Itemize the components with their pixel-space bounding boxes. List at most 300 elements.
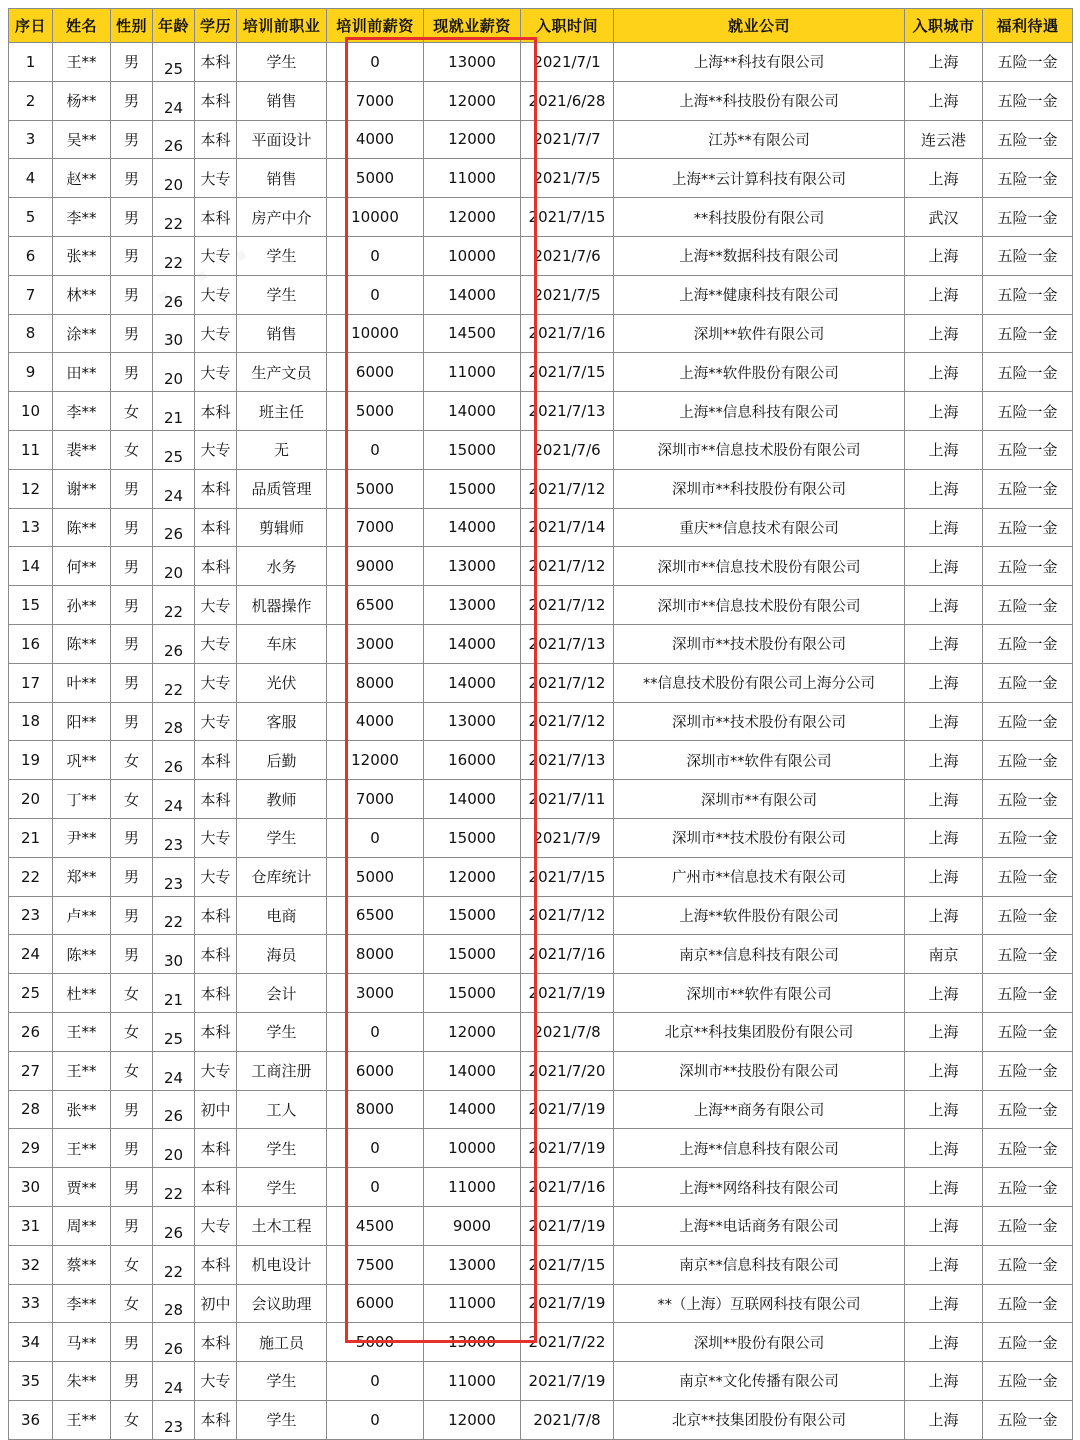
cell-benefits: 五险一金 xyxy=(983,780,1073,819)
cell-prior-salary: 5000 xyxy=(327,857,424,896)
cell-hire-date: 2021/7/20 xyxy=(521,1051,614,1090)
cell-benefits: 五险一金 xyxy=(983,314,1073,353)
cell-city: 上海 xyxy=(905,1051,983,1090)
cell-company: 深圳市**有限公司 xyxy=(614,780,905,819)
cell-prior-salary: 0 xyxy=(327,430,424,469)
table-row xyxy=(9,430,1073,469)
cell-name: 尹** xyxy=(53,818,111,857)
cell-city: 上海 xyxy=(905,663,983,702)
cell-name: 马** xyxy=(53,1323,111,1362)
cell-prior-job: 生产文员 xyxy=(237,353,327,392)
cell-hire-date: 2021/7/12 xyxy=(521,663,614,702)
cell-current-salary: 12000 xyxy=(424,857,521,896)
cell-index: 29 xyxy=(9,1129,53,1168)
cell-age: 24 xyxy=(153,81,195,120)
cell-name: 张** xyxy=(53,236,111,275)
cell-hire-date: 2021/7/1 xyxy=(521,43,614,82)
cell-benefits: 五险一金 xyxy=(983,1129,1073,1168)
cell-name: 王** xyxy=(53,1012,111,1051)
cell-education: 本科 xyxy=(195,81,237,120)
cell-current-salary: 15000 xyxy=(424,469,521,508)
cell-education: 大专 xyxy=(195,857,237,896)
cell-index: 24 xyxy=(9,935,53,974)
cell-education: 本科 xyxy=(195,1400,237,1439)
cell-hire-date: 2021/7/12 xyxy=(521,702,614,741)
cell-city: 上海 xyxy=(905,857,983,896)
cell-hire-date: 2021/7/5 xyxy=(521,159,614,198)
cell-index: 16 xyxy=(9,624,53,663)
cell-index: 12 xyxy=(9,469,53,508)
cell-current-salary: 15000 xyxy=(424,974,521,1013)
cell-age: 21 xyxy=(153,974,195,1013)
cell-age: 20 xyxy=(153,1129,195,1168)
cell-name: 赵** xyxy=(53,159,111,198)
column-header-company: 就业公司 xyxy=(614,9,905,43)
cell-gender: 女 xyxy=(111,1051,153,1090)
cell-education: 大专 xyxy=(195,353,237,392)
cell-hire-date: 2021/7/12 xyxy=(521,469,614,508)
cell-index: 4 xyxy=(9,159,53,198)
cell-current-salary: 13000 xyxy=(424,547,521,586)
cell-city: 上海 xyxy=(905,1012,983,1051)
cell-gender: 男 xyxy=(111,702,153,741)
cell-benefits: 五险一金 xyxy=(983,741,1073,780)
cell-gender: 男 xyxy=(111,1168,153,1207)
cell-education: 本科 xyxy=(195,935,237,974)
table-row xyxy=(9,1362,1073,1401)
cell-current-salary: 13000 xyxy=(424,1323,521,1362)
cell-age: 25 xyxy=(153,43,195,82)
cell-benefits: 五险一金 xyxy=(983,818,1073,857)
cell-prior-salary: 8000 xyxy=(327,663,424,702)
cell-index: 7 xyxy=(9,275,53,314)
table-row xyxy=(9,275,1073,314)
cell-name: 贾** xyxy=(53,1168,111,1207)
cell-current-salary: 12000 xyxy=(424,81,521,120)
cell-gender: 男 xyxy=(111,1090,153,1129)
cell-prior-salary: 5000 xyxy=(327,1323,424,1362)
cell-education: 大专 xyxy=(195,702,237,741)
cell-benefits: 五险一金 xyxy=(983,857,1073,896)
table-row xyxy=(9,663,1073,702)
cell-education: 本科 xyxy=(195,547,237,586)
table-row xyxy=(9,741,1073,780)
cell-name: 田** xyxy=(53,353,111,392)
cell-current-salary: 12000 xyxy=(424,1400,521,1439)
cell-name: 周** xyxy=(53,1206,111,1245)
cell-index: 3 xyxy=(9,120,53,159)
cell-current-salary: 13000 xyxy=(424,586,521,625)
table-row xyxy=(9,702,1073,741)
cell-gender: 男 xyxy=(111,935,153,974)
cell-name: 何** xyxy=(53,547,111,586)
cell-education: 大专 xyxy=(195,1051,237,1090)
cell-city: 上海 xyxy=(905,159,983,198)
table-row xyxy=(9,198,1073,237)
cell-education: 本科 xyxy=(195,1323,237,1362)
table-header-row xyxy=(9,9,1073,43)
cell-benefits: 五险一金 xyxy=(983,1012,1073,1051)
cell-benefits: 五险一金 xyxy=(983,1323,1073,1362)
column-header-gender: 性别 xyxy=(111,9,153,43)
cell-education: 大专 xyxy=(195,314,237,353)
cell-education: 大专 xyxy=(195,663,237,702)
cell-age: 26 xyxy=(153,1323,195,1362)
cell-gender: 男 xyxy=(111,353,153,392)
cell-gender: 男 xyxy=(111,43,153,82)
cell-age: 28 xyxy=(153,702,195,741)
cell-city: 上海 xyxy=(905,1245,983,1284)
cell-gender: 男 xyxy=(111,159,153,198)
cell-index: 15 xyxy=(9,586,53,625)
cell-prior-salary: 5000 xyxy=(327,159,424,198)
cell-education: 本科 xyxy=(195,469,237,508)
cell-prior-job: 会议助理 xyxy=(237,1284,327,1323)
cell-age: 30 xyxy=(153,935,195,974)
cell-name: 王** xyxy=(53,1400,111,1439)
cell-gender: 男 xyxy=(111,469,153,508)
cell-education: 本科 xyxy=(195,1129,237,1168)
table-row xyxy=(9,159,1073,198)
table-row xyxy=(9,236,1073,275)
table-row xyxy=(9,935,1073,974)
cell-index: 19 xyxy=(9,741,53,780)
cell-current-salary: 14000 xyxy=(424,624,521,663)
cell-hire-date: 2021/7/8 xyxy=(521,1012,614,1051)
cell-age: 26 xyxy=(153,624,195,663)
cell-name: 林** xyxy=(53,275,111,314)
cell-current-salary: 12000 xyxy=(424,120,521,159)
cell-benefits: 五险一金 xyxy=(983,508,1073,547)
cell-age: 20 xyxy=(153,353,195,392)
cell-age: 24 xyxy=(153,1051,195,1090)
cell-city: 上海 xyxy=(905,392,983,431)
cell-prior-salary: 4000 xyxy=(327,120,424,159)
cell-age: 26 xyxy=(153,120,195,159)
cell-city: 上海 xyxy=(905,780,983,819)
cell-name: 吴** xyxy=(53,120,111,159)
cell-index: 20 xyxy=(9,780,53,819)
cell-city: 上海 xyxy=(905,236,983,275)
cell-company: 深圳市**科技股份有限公司 xyxy=(614,469,905,508)
cell-name: 王** xyxy=(53,1129,111,1168)
cell-prior-job: 后勤 xyxy=(237,741,327,780)
cell-prior-salary: 3000 xyxy=(327,624,424,663)
cell-prior-salary: 0 xyxy=(327,1362,424,1401)
cell-company: 上海**健康科技有限公司 xyxy=(614,275,905,314)
cell-city: 上海 xyxy=(905,896,983,935)
cell-company: **信息技术股份有限公司上海分公司 xyxy=(614,663,905,702)
cell-name: 阳** xyxy=(53,702,111,741)
cell-gender: 男 xyxy=(111,586,153,625)
cell-education: 本科 xyxy=(195,120,237,159)
cell-company: 上海**网络科技有限公司 xyxy=(614,1168,905,1207)
cell-benefits: 五险一金 xyxy=(983,1090,1073,1129)
cell-current-salary: 13000 xyxy=(424,702,521,741)
cell-hire-date: 2021/7/12 xyxy=(521,547,614,586)
cell-prior-salary: 10000 xyxy=(327,314,424,353)
cell-prior-job: 施工员 xyxy=(237,1323,327,1362)
cell-hire-date: 2021/7/9 xyxy=(521,818,614,857)
cell-age: 22 xyxy=(153,1245,195,1284)
cell-index: 26 xyxy=(9,1012,53,1051)
table-row xyxy=(9,1323,1073,1362)
cell-prior-salary: 7500 xyxy=(327,1245,424,1284)
cell-name: 陈** xyxy=(53,624,111,663)
cell-current-salary: 9000 xyxy=(424,1206,521,1245)
cell-name: 郑** xyxy=(53,857,111,896)
cell-company: **科技股份有限公司 xyxy=(614,198,905,237)
table-row xyxy=(9,1284,1073,1323)
cell-benefits: 五险一金 xyxy=(983,1245,1073,1284)
cell-company: 南京**信息科技有限公司 xyxy=(614,935,905,974)
cell-prior-salary: 6000 xyxy=(327,1284,424,1323)
cell-education: 本科 xyxy=(195,198,237,237)
cell-hire-date: 2021/6/28 xyxy=(521,81,614,120)
table-row xyxy=(9,1129,1073,1168)
cell-prior-job: 车床 xyxy=(237,624,327,663)
cell-city: 南京 xyxy=(905,935,983,974)
cell-company: 江苏**有限公司 xyxy=(614,120,905,159)
cell-prior-salary: 9000 xyxy=(327,547,424,586)
cell-current-salary: 10000 xyxy=(424,1129,521,1168)
cell-index: 36 xyxy=(9,1400,53,1439)
cell-prior-job: 水务 xyxy=(237,547,327,586)
cell-benefits: 五险一金 xyxy=(983,935,1073,974)
cell-city: 上海 xyxy=(905,702,983,741)
cell-city: 上海 xyxy=(905,1323,983,1362)
cell-city: 上海 xyxy=(905,1362,983,1401)
column-header-city: 入职城市 xyxy=(905,9,983,43)
cell-age: 28 xyxy=(153,1284,195,1323)
column-header-hire-date: 入职时间 xyxy=(521,9,614,43)
cell-prior-job: 机器操作 xyxy=(237,586,327,625)
cell-benefits: 五险一金 xyxy=(983,275,1073,314)
column-header-prior-job: 培训前职业 xyxy=(237,9,327,43)
cell-company: 上海**科技股份有限公司 xyxy=(614,81,905,120)
cell-company: 重庆**信息技术有限公司 xyxy=(614,508,905,547)
cell-index: 9 xyxy=(9,353,53,392)
cell-prior-job: 品质管理 xyxy=(237,469,327,508)
cell-age: 30 xyxy=(153,314,195,353)
cell-prior-salary: 8000 xyxy=(327,1090,424,1129)
cell-prior-job: 学生 xyxy=(237,1129,327,1168)
cell-age: 23 xyxy=(153,818,195,857)
column-header-name: 姓名 xyxy=(53,9,111,43)
table-row xyxy=(9,120,1073,159)
cell-index: 25 xyxy=(9,974,53,1013)
cell-prior-job: 无 xyxy=(237,430,327,469)
cell-company: 上海**信息科技有限公司 xyxy=(614,1129,905,1168)
cell-index: 32 xyxy=(9,1245,53,1284)
cell-prior-job: 学生 xyxy=(237,236,327,275)
cell-education: 大专 xyxy=(195,159,237,198)
cell-city: 上海 xyxy=(905,1206,983,1245)
cell-index: 13 xyxy=(9,508,53,547)
cell-city: 上海 xyxy=(905,469,983,508)
cell-hire-date: 2021/7/15 xyxy=(521,1245,614,1284)
cell-name: 孙** xyxy=(53,586,111,625)
employment-table xyxy=(8,8,1073,1440)
cell-city: 武汉 xyxy=(905,198,983,237)
cell-index: 31 xyxy=(9,1206,53,1245)
cell-index: 17 xyxy=(9,663,53,702)
cell-company: 北京**科技集团股份有限公司 xyxy=(614,1012,905,1051)
cell-name: 杨** xyxy=(53,81,111,120)
cell-prior-salary: 12000 xyxy=(327,741,424,780)
cell-gender: 男 xyxy=(111,508,153,547)
cell-education: 本科 xyxy=(195,1168,237,1207)
cell-education: 初中 xyxy=(195,1284,237,1323)
cell-benefits: 五险一金 xyxy=(983,198,1073,237)
cell-name: 谢** xyxy=(53,469,111,508)
cell-company: 南京**信息科技有限公司 xyxy=(614,1245,905,1284)
table-row xyxy=(9,508,1073,547)
cell-gender: 男 xyxy=(111,1362,153,1401)
cell-prior-job: 教师 xyxy=(237,780,327,819)
cell-current-salary: 16000 xyxy=(424,741,521,780)
cell-city: 上海 xyxy=(905,43,983,82)
table-row xyxy=(9,81,1073,120)
cell-benefits: 五险一金 xyxy=(983,353,1073,392)
cell-name: 李** xyxy=(53,198,111,237)
cell-benefits: 五险一金 xyxy=(983,392,1073,431)
cell-index: 23 xyxy=(9,896,53,935)
cell-index: 35 xyxy=(9,1362,53,1401)
cell-education: 本科 xyxy=(195,43,237,82)
cell-current-salary: 14000 xyxy=(424,1051,521,1090)
cell-prior-salary: 7000 xyxy=(327,81,424,120)
cell-prior-job: 销售 xyxy=(237,81,327,120)
cell-benefits: 五险一金 xyxy=(983,1206,1073,1245)
cell-current-salary: 10000 xyxy=(424,236,521,275)
cell-age: 24 xyxy=(153,780,195,819)
cell-company: 深圳市**信息技术股份有限公司 xyxy=(614,547,905,586)
cell-current-salary: 11000 xyxy=(424,159,521,198)
employment-table-sheet xyxy=(8,8,1072,1440)
cell-gender: 女 xyxy=(111,1284,153,1323)
cell-gender: 男 xyxy=(111,1323,153,1362)
cell-current-salary: 13000 xyxy=(424,1245,521,1284)
cell-prior-job: 客服 xyxy=(237,702,327,741)
cell-index: 22 xyxy=(9,857,53,896)
table-row xyxy=(9,780,1073,819)
cell-gender: 男 xyxy=(111,236,153,275)
cell-company: 深圳市**软件有限公司 xyxy=(614,974,905,1013)
column-header-current-salary: 现就业薪资 xyxy=(424,9,521,43)
column-header-index: 序日 xyxy=(9,9,53,43)
cell-city: 上海 xyxy=(905,1168,983,1207)
cell-company: 上海**科技有限公司 xyxy=(614,43,905,82)
cell-prior-salary: 0 xyxy=(327,1400,424,1439)
table-row xyxy=(9,392,1073,431)
cell-benefits: 五险一金 xyxy=(983,974,1073,1013)
cell-benefits: 五险一金 xyxy=(983,586,1073,625)
cell-hire-date: 2021/7/7 xyxy=(521,120,614,159)
cell-city: 上海 xyxy=(905,818,983,857)
table-row xyxy=(9,43,1073,82)
cell-hire-date: 2021/7/11 xyxy=(521,780,614,819)
cell-index: 18 xyxy=(9,702,53,741)
cell-hire-date: 2021/7/22 xyxy=(521,1323,614,1362)
cell-hire-date: 2021/7/12 xyxy=(521,586,614,625)
cell-current-salary: 11000 xyxy=(424,1362,521,1401)
cell-hire-date: 2021/7/16 xyxy=(521,1168,614,1207)
cell-name: 王** xyxy=(53,43,111,82)
cell-name: 丁** xyxy=(53,780,111,819)
cell-age: 20 xyxy=(153,159,195,198)
table-row xyxy=(9,896,1073,935)
cell-gender: 男 xyxy=(111,81,153,120)
cell-prior-job: 平面设计 xyxy=(237,120,327,159)
cell-prior-job: 房产中介 xyxy=(237,198,327,237)
cell-hire-date: 2021/7/19 xyxy=(521,1090,614,1129)
cell-prior-job: 电商 xyxy=(237,896,327,935)
cell-prior-salary: 6000 xyxy=(327,1051,424,1090)
cell-gender: 男 xyxy=(111,1129,153,1168)
cell-city: 上海 xyxy=(905,1284,983,1323)
cell-company: 深圳市**软件有限公司 xyxy=(614,741,905,780)
cell-company: 上海**软件股份有限公司 xyxy=(614,896,905,935)
cell-age: 26 xyxy=(153,508,195,547)
cell-benefits: 五险一金 xyxy=(983,896,1073,935)
cell-prior-salary: 4000 xyxy=(327,702,424,741)
cell-company: 南京**文化传播有限公司 xyxy=(614,1362,905,1401)
cell-index: 6 xyxy=(9,236,53,275)
cell-gender: 女 xyxy=(111,741,153,780)
cell-age: 25 xyxy=(153,430,195,469)
cell-education: 大专 xyxy=(195,1206,237,1245)
cell-education: 本科 xyxy=(195,1245,237,1284)
table-row xyxy=(9,353,1073,392)
cell-benefits: 五险一金 xyxy=(983,624,1073,663)
cell-city: 上海 xyxy=(905,586,983,625)
cell-prior-job: 土木工程 xyxy=(237,1206,327,1245)
cell-company: 上海**商务有限公司 xyxy=(614,1090,905,1129)
cell-prior-salary: 4500 xyxy=(327,1206,424,1245)
cell-current-salary: 14000 xyxy=(424,508,521,547)
table-row xyxy=(9,586,1073,625)
cell-benefits: 五险一金 xyxy=(983,547,1073,586)
table-row xyxy=(9,857,1073,896)
cell-current-salary: 14500 xyxy=(424,314,521,353)
cell-hire-date: 2021/7/19 xyxy=(521,1284,614,1323)
cell-city: 上海 xyxy=(905,275,983,314)
cell-name: 卢** xyxy=(53,896,111,935)
cell-company: **（上海）互联网科技有限公司 xyxy=(614,1284,905,1323)
cell-age: 22 xyxy=(153,896,195,935)
cell-company: 深圳**软件有限公司 xyxy=(614,314,905,353)
cell-company: 深圳**股份有限公司 xyxy=(614,1323,905,1362)
cell-prior-salary: 7000 xyxy=(327,780,424,819)
cell-company: 深圳市**信息技术股份有限公司 xyxy=(614,430,905,469)
cell-hire-date: 2021/7/15 xyxy=(521,857,614,896)
cell-prior-job: 工人 xyxy=(237,1090,327,1129)
cell-prior-salary: 0 xyxy=(327,1129,424,1168)
cell-index: 30 xyxy=(9,1168,53,1207)
cell-hire-date: 2021/7/19 xyxy=(521,1129,614,1168)
cell-education: 本科 xyxy=(195,974,237,1013)
cell-current-salary: 15000 xyxy=(424,430,521,469)
cell-hire-date: 2021/7/19 xyxy=(521,1206,614,1245)
cell-prior-job: 学生 xyxy=(237,1362,327,1401)
cell-age: 26 xyxy=(153,1090,195,1129)
cell-city: 上海 xyxy=(905,1400,983,1439)
cell-benefits: 五险一金 xyxy=(983,1284,1073,1323)
cell-gender: 女 xyxy=(111,1245,153,1284)
cell-hire-date: 2021/7/8 xyxy=(521,1400,614,1439)
cell-city: 上海 xyxy=(905,314,983,353)
